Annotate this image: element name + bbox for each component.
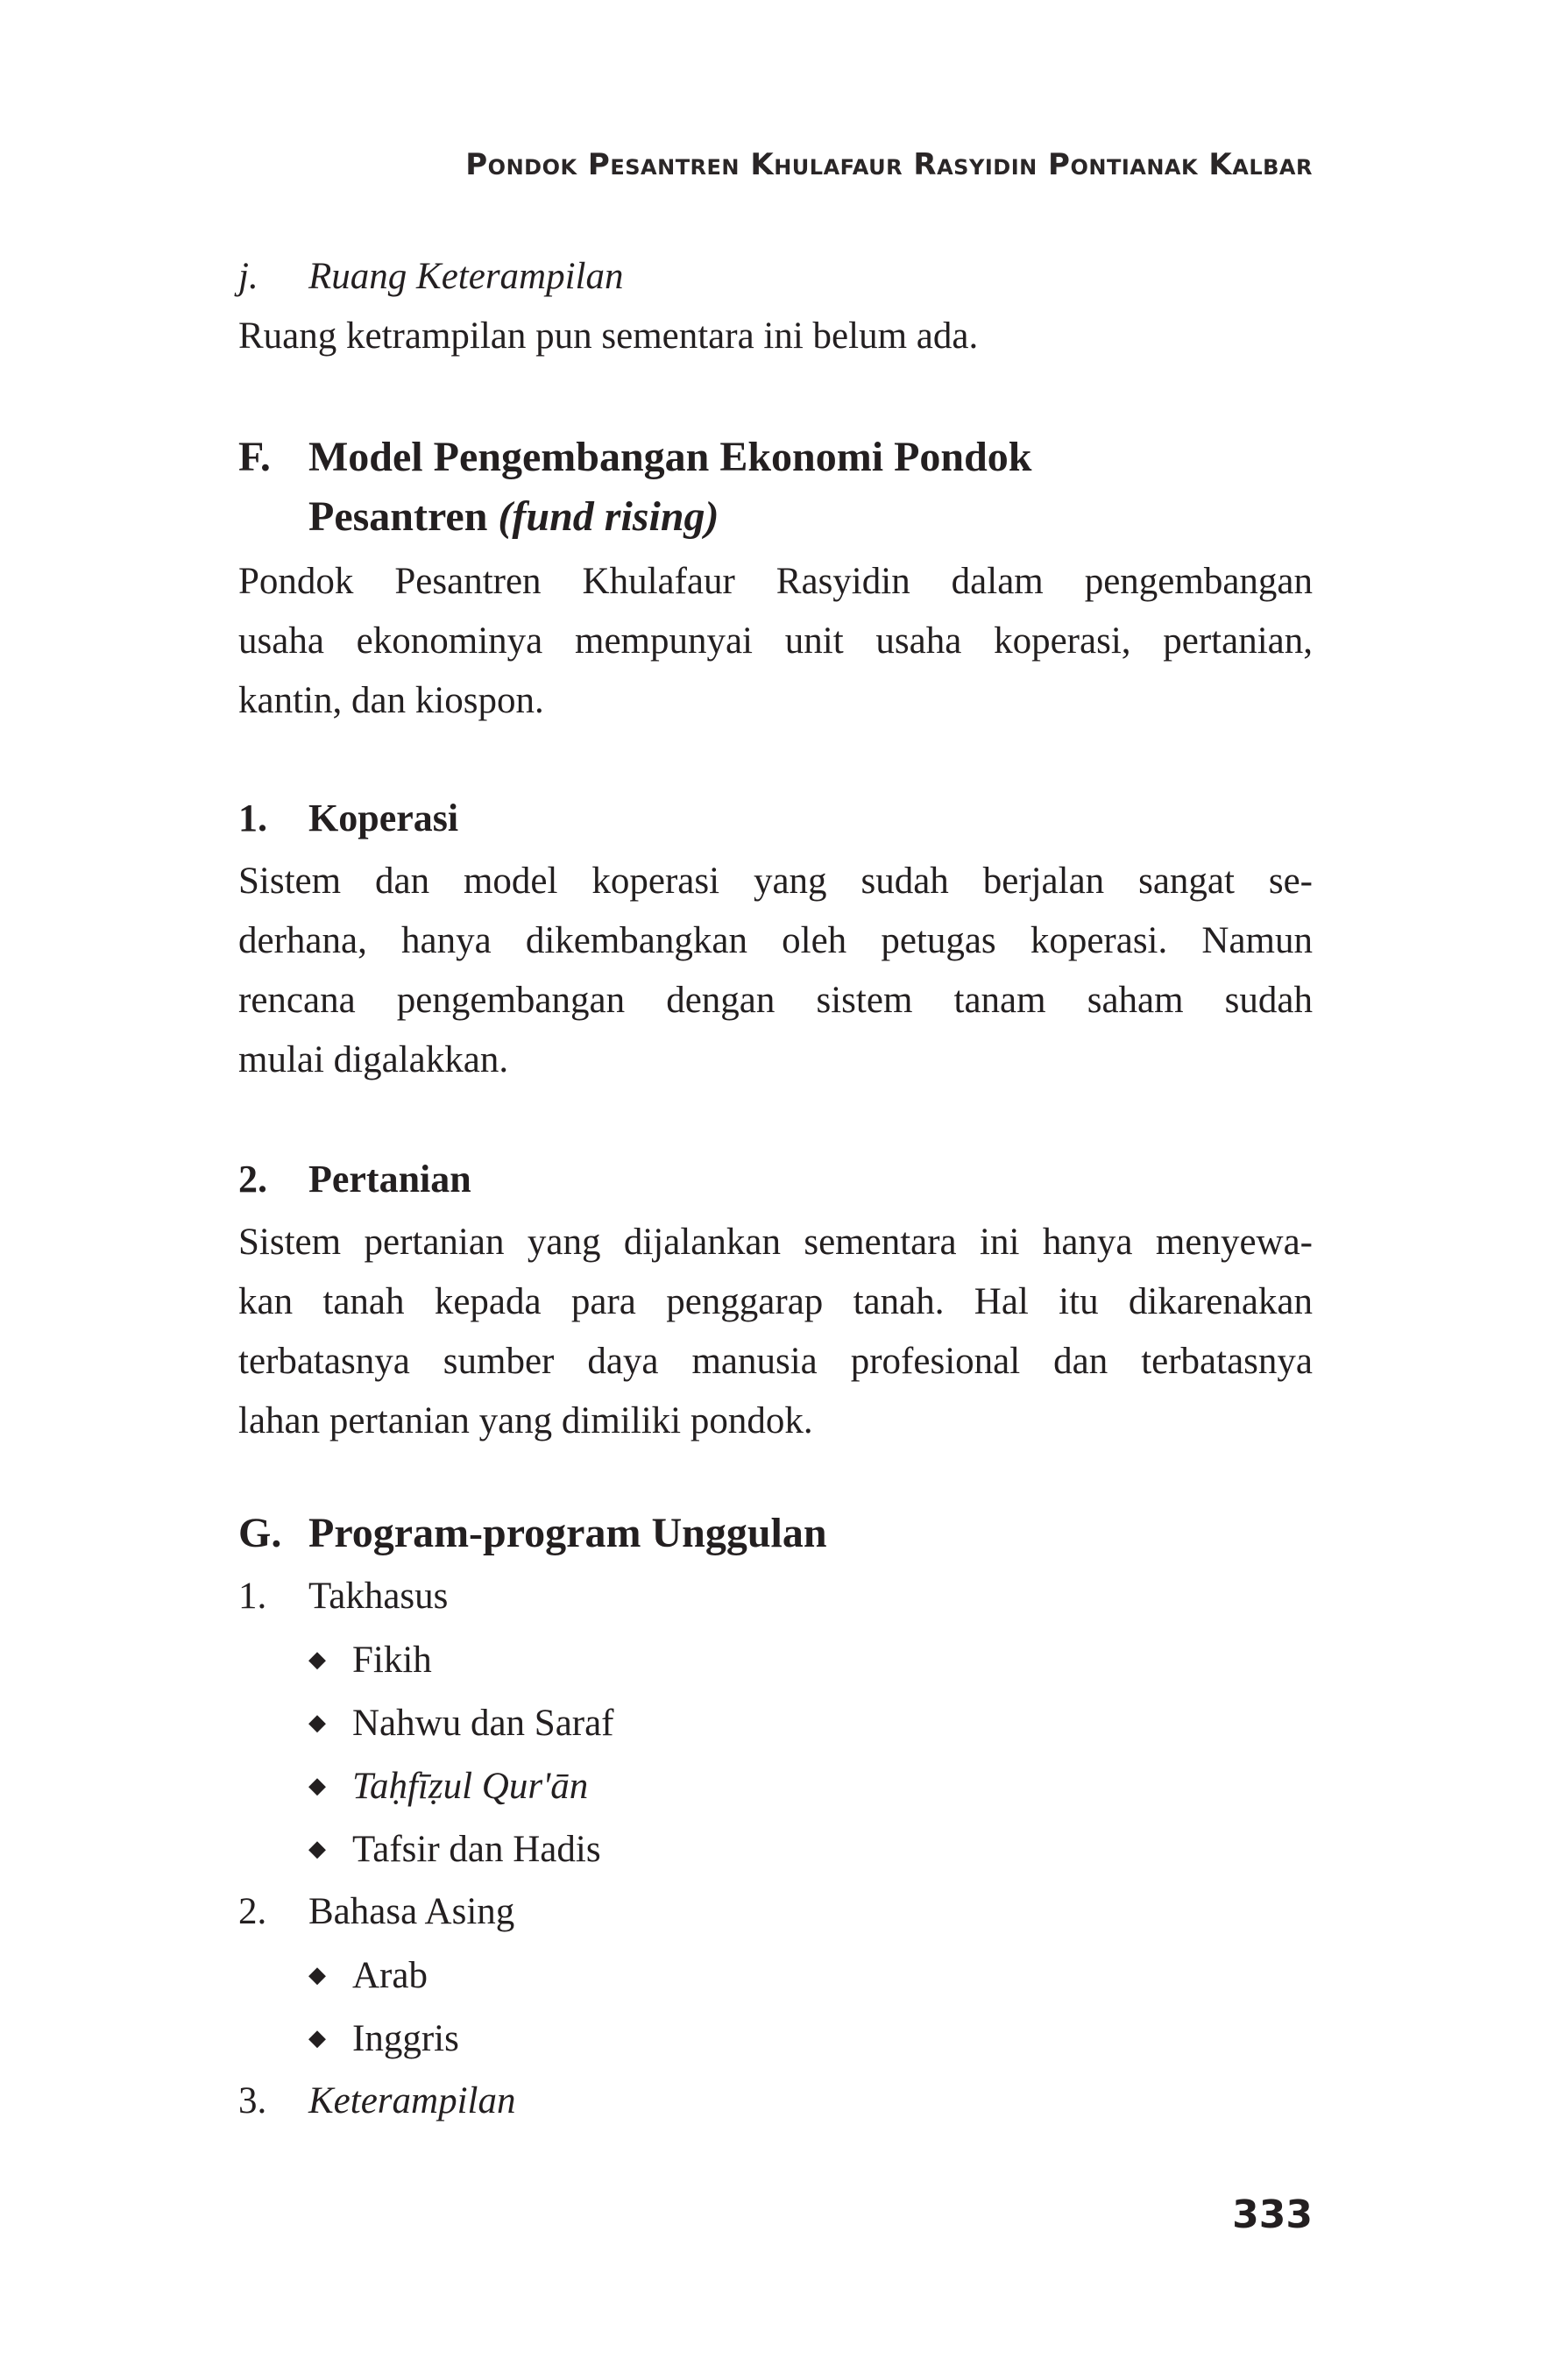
- subsection-1-paragraph: [238, 852, 1313, 1090]
- list-item-marker: 3.: [238, 2080, 267, 2121]
- section-f-title-line2: Pesantren: [308, 493, 488, 540]
- list-item-marker: 1.: [238, 1576, 267, 1617]
- list-subitem-label: Nahwu dan Saraf: [352, 1703, 614, 1744]
- diamond-bullet-icon: ◆: [308, 1710, 326, 1735]
- paragraph-line: Sistem dan model koperasi yang sudah berjalan sangat se-: [238, 861, 1313, 902]
- list-item-label: Keterampilan: [308, 2080, 516, 2121]
- subsection-1-marker: 1.: [238, 797, 267, 839]
- section-g-heading: [238, 1504, 827, 1563]
- list-subitem-label: Arab: [352, 1955, 428, 1996]
- section-f-title-line1: Model Pengembangan Ekonomi Pondok: [308, 434, 1032, 480]
- paragraph-line: kan tanah kepada para penggarap tanah. Hal itu dikarenakan: [238, 1281, 1313, 1322]
- section-j-title: Ruang Keterampilan: [308, 256, 624, 297]
- list-subitem-label: Inggris: [352, 2018, 459, 2059]
- paragraph-line: Sistem pertanian yang dijalankan sementara ini hanya menyewa-: [238, 1222, 1313, 1263]
- subsection-2-title: Pertanian: [308, 1158, 471, 1201]
- subsection-2-paragraph: [238, 1213, 1313, 1451]
- list-item: [238, 1882, 514, 1942]
- section-f-paragraph: [238, 552, 1313, 731]
- section-f-marker: F.: [238, 434, 271, 480]
- list-subitem-label: Taḥfīẓul Qur'ān: [352, 1766, 589, 1807]
- paragraph-line: mulai digalakkan.: [238, 1039, 509, 1080]
- running-header: Pondok Pesantren Khulafaur Rasyidin Pontianak Kalbar: [465, 147, 1313, 182]
- list-subitem: [308, 1945, 428, 2006]
- list-item: [238, 2072, 515, 2131]
- paragraph-line: usaha ekonominya mempunyai unit usaha koperasi, pertanian,: [238, 620, 1313, 662]
- diamond-bullet-icon: ◆: [308, 1647, 326, 1672]
- list-item-marker: 2.: [238, 1891, 267, 1932]
- subsection-2-marker: 2.: [238, 1158, 267, 1201]
- diamond-bullet-icon: ◆: [308, 1836, 326, 1861]
- subsection-2-heading: [238, 1150, 471, 1209]
- section-f-heading-line2: [308, 487, 719, 547]
- section-j-marker: j.: [238, 256, 258, 297]
- list-item-label: Bahasa Asing: [308, 1891, 515, 1932]
- section-g-marker: G.: [238, 1510, 282, 1556]
- list-item: [238, 1567, 448, 1626]
- section-j-heading: [238, 247, 624, 307]
- paragraph-line: rencana pengembangan dengan sistem tanam saham sudah: [238, 980, 1313, 1021]
- subsection-1-heading: [238, 789, 458, 848]
- section-f-heading-line1: [238, 428, 1031, 487]
- paragraph-line: lahan pertanian yang dimiliki pondok.: [238, 1400, 813, 1441]
- subsection-1-title: Koperasi: [308, 797, 459, 839]
- list-subitem-label: Tafsir dan Hadis: [352, 1829, 601, 1870]
- paragraph-line: terbatasnya sumber daya manusia profesional dan terbatasnya: [238, 1341, 1313, 1382]
- list-subitem: [308, 1630, 432, 1690]
- diamond-bullet-icon: ◆: [308, 1962, 326, 1987]
- paragraph-line: kantin, dan kiospon.: [238, 680, 544, 721]
- list-subitem-label: Fikih: [352, 1640, 432, 1681]
- paragraph-line: Pondok Pesantren Khulafaur Rasyidin dalam pengembangan: [238, 561, 1313, 602]
- list-subitem: [308, 1756, 588, 1817]
- list-subitem: [308, 1819, 601, 1880]
- section-f-title-italic: (fund rising): [498, 493, 719, 540]
- page-number: 333: [1232, 2192, 1313, 2237]
- list-item-label: Takhasus: [308, 1576, 449, 1617]
- section-g-title: Program-program Unggulan: [308, 1510, 827, 1556]
- diamond-bullet-icon: ◆: [308, 1773, 326, 1798]
- list-subitem: [308, 2008, 459, 2069]
- paragraph-line: derhana, hanya dikembangkan oleh petugas koperasi. Namun: [238, 920, 1313, 961]
- list-subitem: [308, 1693, 614, 1753]
- section-j-text: Ruang ketrampilan pun sementara ini belum ada.: [238, 315, 979, 357]
- diamond-bullet-icon: ◆: [308, 2025, 326, 2051]
